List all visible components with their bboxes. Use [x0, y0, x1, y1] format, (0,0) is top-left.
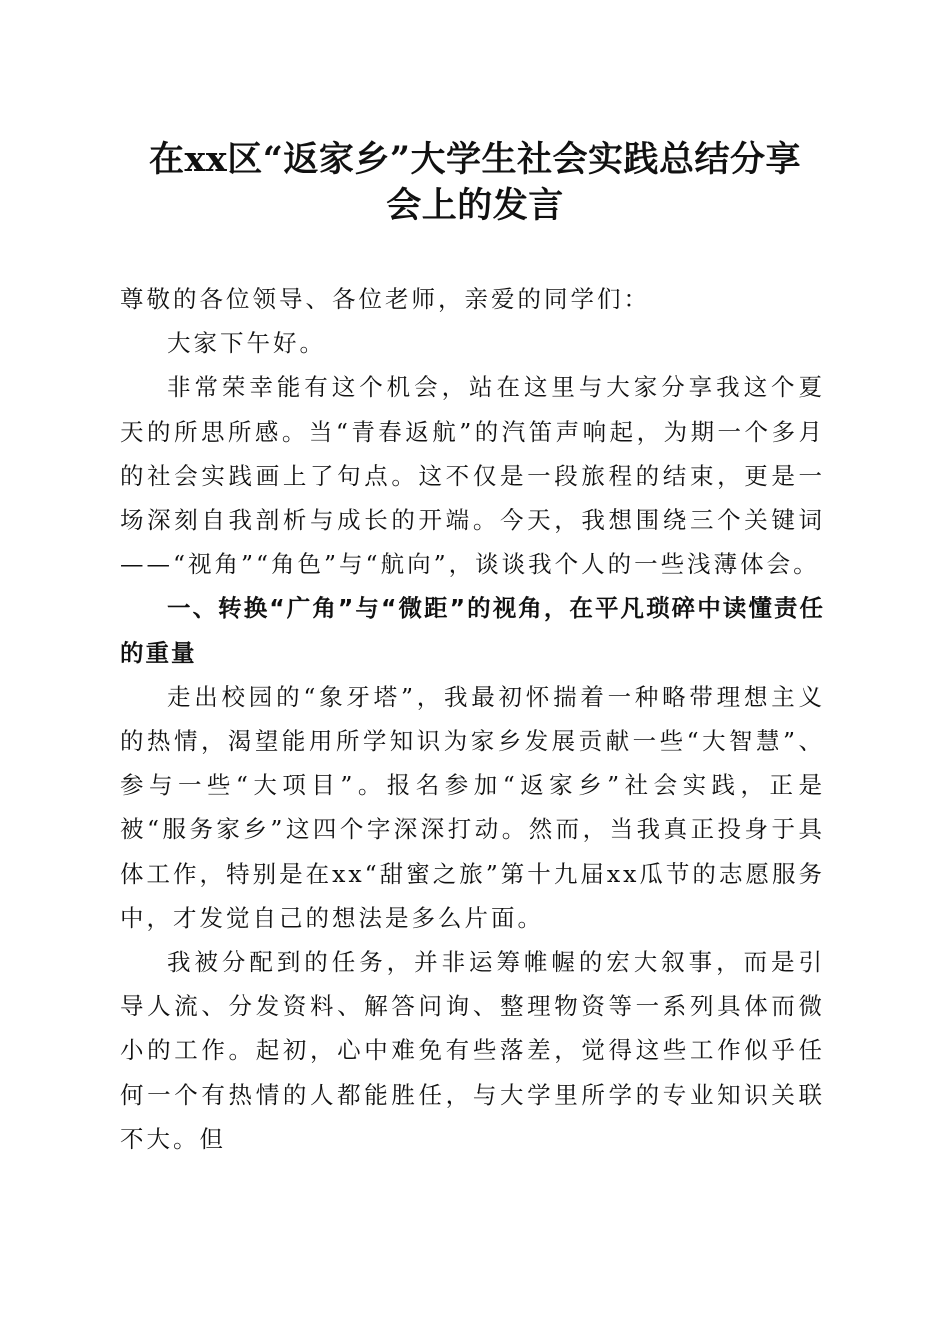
title-line-2: 会上的发言 — [386, 185, 564, 226]
section-heading-1: 一、转换“广角”与“微距”的视角，在平凡琐碎中读懂责任的重量 — [120, 594, 825, 667]
section-1-paragraph-2: 我被分配到的任务，并非运筹帷幄的宏大叙事，而是引导人流、分发资料、解答问询、整理物资等一系列具体而微小的工作。起初，心中难免有些落差，觉得这些工作似乎任何一个有热情的人都能胜任，与大学里所学的专业知识关联不大。但 — [120, 948, 825, 1153]
document-title — [110, 137, 840, 229]
document-body — [120, 277, 825, 1161]
intro-paragraph: 非常荣幸能有这个机会，站在这里与大家分享我这个夏天的所思所感。当“青春返航”的汽笛声响起，为期一个多月的社会实践画上了句点。这不仅是一段旅程的结束，更是一场深刻自我剖析与成长的开端。今天，我想围绕三个关键词——“视角”“角色”与“航向”，谈谈我个人的一些浅薄体会。 — [120, 373, 825, 579]
salutation: 尊敬的各位领导、各位老师，亲爱的同学们： — [120, 285, 650, 313]
title-line-1: 在xx区“返家乡”大学生社会实践总结分享 — [149, 139, 801, 180]
section-1-paragraph-1: 走出校园的“象牙塔”，我最初怀揣着一种略带理想主义的热情，渴望能用所学知识为家乡发展贡献一些“大智慧”、参与一些“大项目”。报名参加“返家乡”社会实践，正是被“服务家乡”这四个字深深打动。然而，当我真正投身于具体工作，特别是在xx“甜蜜之旅”第十九届xx瓜节的志愿服务中，才发觉自己的想法是多么片面。 — [120, 682, 825, 932]
greeting: 大家下午好。 — [167, 329, 326, 358]
